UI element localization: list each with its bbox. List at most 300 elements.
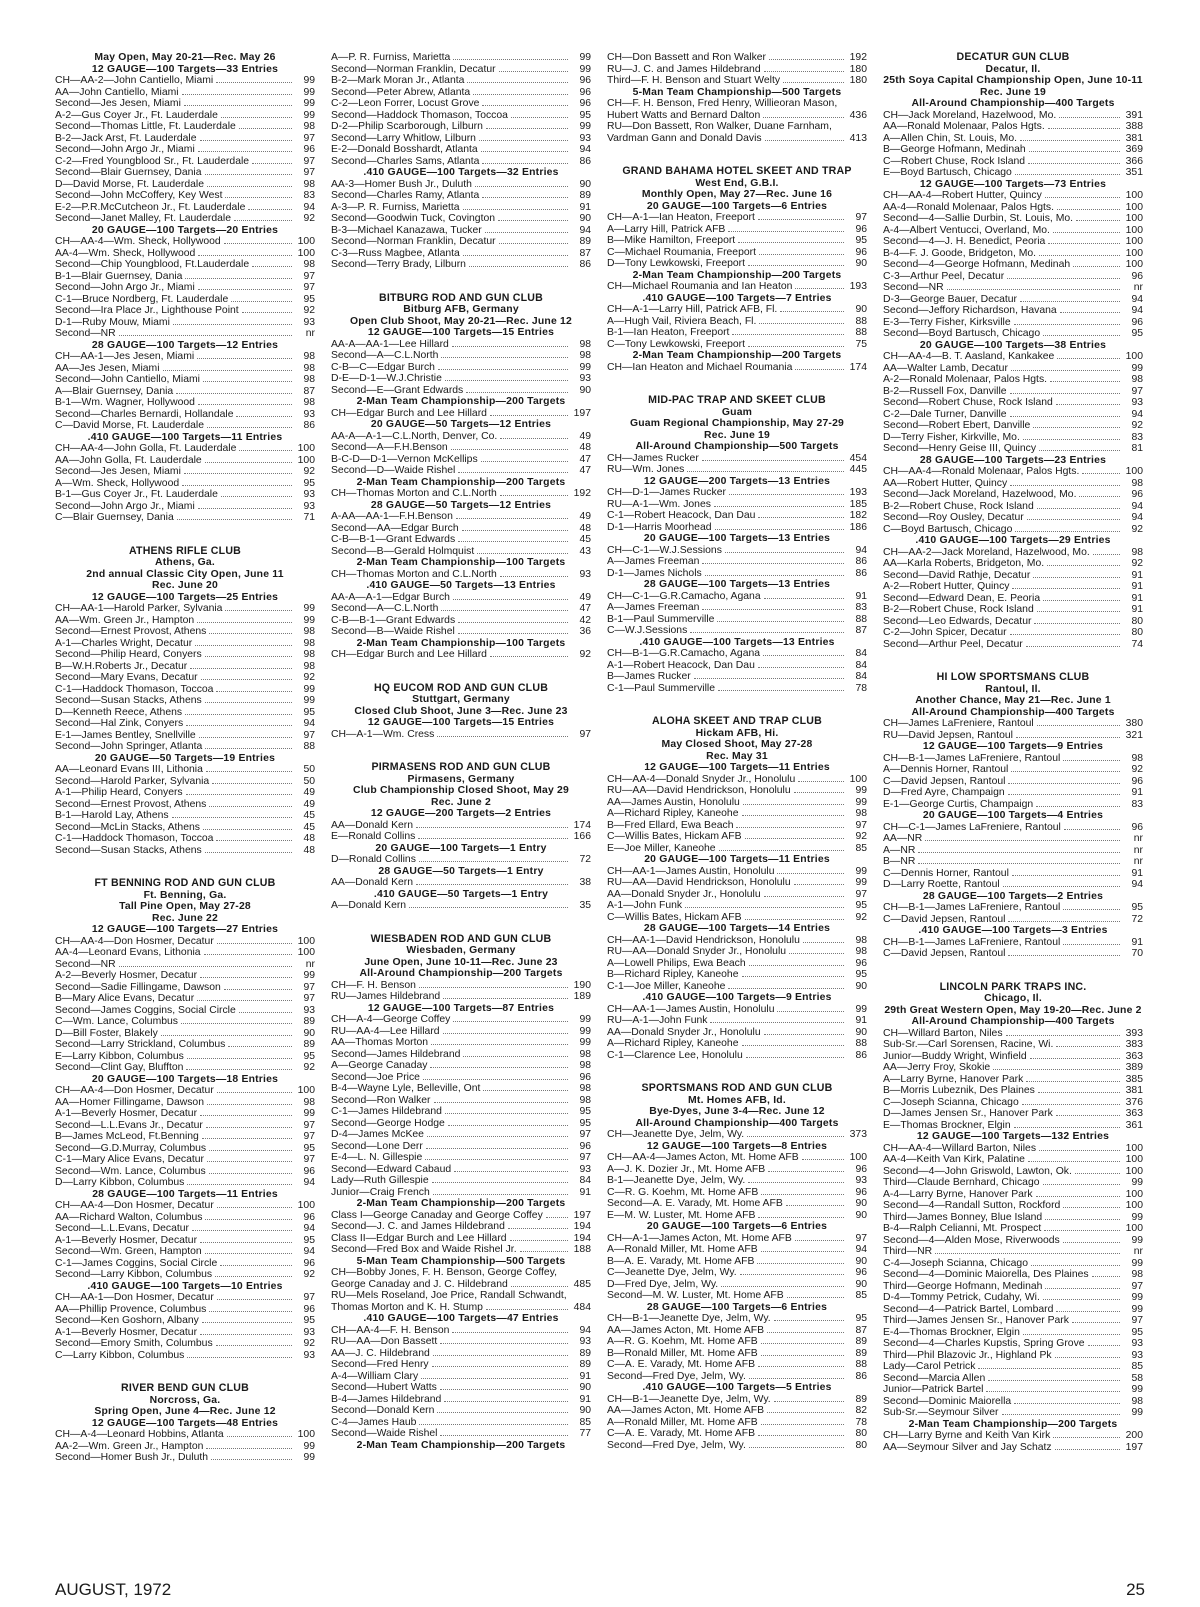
score: 49 xyxy=(303,787,315,798)
result-entry xyxy=(607,1267,867,1279)
score: 93 xyxy=(1131,1349,1143,1361)
result-entry xyxy=(607,866,867,878)
score: nr xyxy=(1133,833,1143,844)
result-entry xyxy=(55,615,315,627)
dot-leader xyxy=(426,1147,568,1149)
result-entry xyxy=(607,1359,867,1371)
shooter-name: CH—B-1—Jeanette Dye, Jelm, Wy. xyxy=(607,1393,771,1405)
result-entry xyxy=(883,1028,1143,1040)
dot-leader xyxy=(217,1206,292,1208)
shooter-name: CH—AA-4—James Acton, Mt. Home AFB xyxy=(607,1152,799,1163)
shooter-name: C—Dennis Horner, Rantoul xyxy=(883,867,1009,879)
score: 363 xyxy=(1125,1108,1143,1119)
score: 80 xyxy=(855,1428,867,1439)
dot-leader xyxy=(499,242,568,244)
shooter-name: Third—James Bonney, Blue Island xyxy=(883,1211,1043,1223)
dot-leader xyxy=(187,1057,292,1059)
shooter-name: B—NR xyxy=(883,856,916,867)
dot-leader xyxy=(1016,736,1120,738)
result-entry xyxy=(331,362,591,374)
score: 99 xyxy=(579,1014,591,1025)
dot-leader xyxy=(1053,231,1120,233)
result-entry xyxy=(55,455,315,467)
shooter-name: Second—Leo Edwards, Decatur xyxy=(883,615,1032,627)
dot-leader xyxy=(438,368,568,370)
score: 47 xyxy=(579,453,591,465)
score: 50 xyxy=(303,764,315,775)
shooter-name: CH—AA-4—Ronald Molenaar, Palos Hgts. xyxy=(883,466,1080,477)
score: 96 xyxy=(303,1303,315,1315)
result-entry xyxy=(331,1083,591,1095)
result-entry xyxy=(55,741,315,753)
shooter-name: RU—AA—Donald Snyder Jr., Honolulu xyxy=(607,946,787,957)
dot-leader xyxy=(239,127,292,129)
dot-leader xyxy=(1007,277,1120,279)
dot-leader xyxy=(479,139,568,141)
dot-leader xyxy=(1045,196,1120,198)
score: 98 xyxy=(303,374,315,385)
score: 91 xyxy=(579,1186,591,1198)
shooter-name: Second—A—C.L.North xyxy=(331,350,439,361)
score: 97 xyxy=(1131,1280,1143,1292)
score: 83 xyxy=(1131,798,1143,810)
shooter-name: Second—4—George Hofmann, Medinah xyxy=(883,259,1071,270)
shooter-name: AA—Karla Roberts, Bridgeton, Mo. xyxy=(883,558,1045,569)
event-heading: Guam xyxy=(721,406,753,418)
shooter-name: RU—AA-4—Lee Hillard xyxy=(331,1025,440,1037)
score: 100 xyxy=(1125,190,1143,201)
result-entry xyxy=(55,443,315,455)
score: 94 xyxy=(579,144,591,155)
score: 96 xyxy=(1131,316,1143,328)
result-entry xyxy=(883,1166,1143,1178)
shooter-name: A-1—Beverly Hosmer, Decatur xyxy=(55,1234,198,1246)
dot-leader xyxy=(433,1193,568,1195)
dot-leader xyxy=(1037,724,1120,726)
score: 87 xyxy=(303,385,315,397)
result-entry xyxy=(883,167,1143,179)
result-entry xyxy=(607,545,867,557)
result-entry xyxy=(331,831,591,843)
shooter-name: Second—Thomas Little, Ft. Lauderdale xyxy=(55,121,236,132)
score: 49 xyxy=(579,511,591,522)
shooter-name: Second—Susan Stacks, Athens xyxy=(55,695,202,706)
result-entry xyxy=(331,179,591,191)
dot-leader xyxy=(1060,311,1120,313)
dot-leader xyxy=(197,999,292,1001)
dot-leader xyxy=(710,1021,844,1023)
shooter-name: AA-2—Wm. Green Jr., Hampton xyxy=(55,1440,204,1452)
result-entry xyxy=(55,936,315,948)
dot-leader xyxy=(759,322,844,324)
dot-leader xyxy=(798,780,844,782)
shooter-name: Second—D—Waide Rishel xyxy=(331,465,456,476)
dot-leader xyxy=(993,1068,1120,1070)
score: 100 xyxy=(297,454,315,466)
shooter-name: Second—NR xyxy=(55,328,116,339)
shooter-name: AA—J. C. Hildebrand xyxy=(331,1347,430,1359)
club-title: WIESBADEN ROD AND GUN CLUB xyxy=(370,932,552,945)
shooter-name: E-1—James Bentley, Snellville xyxy=(55,729,196,741)
score: 389 xyxy=(1125,1062,1143,1073)
event-heading: .410 GAUGE—100 Targets—32 Entries xyxy=(363,167,559,178)
shooter-name: A—Ronald Miller, Mt. Home AFB xyxy=(607,1244,758,1255)
score: 100 xyxy=(297,236,315,247)
shooter-name: Second—Robert Ebert, Danville xyxy=(883,420,1031,431)
event-heading: All-Around Championship—400 Targets xyxy=(911,98,1115,109)
club-title: LINCOLN PARK TRAPS INC. xyxy=(939,980,1087,993)
result-entry xyxy=(55,1292,315,1304)
event-heading: 20 GAUGE—100 Targets—4 Entries xyxy=(922,810,1104,821)
result-entry xyxy=(883,1154,1143,1166)
dot-leader xyxy=(1037,610,1120,612)
score: 92 xyxy=(855,831,867,842)
score: 99 xyxy=(579,52,591,63)
club-results-section xyxy=(607,1083,867,1451)
dot-leader xyxy=(458,621,568,623)
score: 97 xyxy=(855,1232,867,1244)
result-entry xyxy=(883,547,1143,559)
score: nr xyxy=(305,958,315,970)
shooter-name: CH—AA-4—Don Hosmer, Decatur xyxy=(55,1085,214,1096)
shooter-name: AA—Donald Snyder Jr., Honolulu xyxy=(607,1026,761,1038)
score: 86 xyxy=(579,259,591,270)
score: 95 xyxy=(579,109,591,121)
score: 197 xyxy=(1125,1441,1143,1453)
shooter-name: RU—Wm. Jones xyxy=(607,464,685,475)
result-entry xyxy=(607,235,867,247)
result-entry xyxy=(607,487,867,499)
dot-leader xyxy=(206,770,292,772)
score: 192 xyxy=(849,52,867,63)
shooter-name: C—Wm. Lance, Columbus xyxy=(55,1016,178,1027)
score: 100 xyxy=(1125,1188,1143,1200)
dot-leader xyxy=(437,735,568,737)
result-entry xyxy=(883,282,1143,294)
club-results-section xyxy=(607,716,867,1061)
dot-leader xyxy=(714,505,844,507)
result-entry xyxy=(331,820,591,832)
result-entry xyxy=(883,1223,1143,1235)
shooter-name: Second—L.L.Evans, Decatur xyxy=(55,1223,189,1234)
shooter-name: D-4—James McKee xyxy=(331,1129,424,1140)
club-results-section xyxy=(883,52,1143,650)
result-entry xyxy=(55,1327,315,1339)
dot-leader xyxy=(182,93,292,95)
result-entry xyxy=(55,236,315,248)
shooter-name: AA-4—Keith Van Kirk, Palatine xyxy=(883,1154,1025,1165)
score: 95 xyxy=(855,900,867,911)
dot-leader xyxy=(748,264,844,266)
shooter-name: CH—Jack Moreland, Hazelwood, Mo. xyxy=(883,109,1057,121)
score: 194 xyxy=(573,1232,591,1244)
result-entry xyxy=(883,1281,1143,1293)
dot-leader xyxy=(777,1010,844,1012)
shooter-name: CH—AA-4—F. H. Benson xyxy=(331,1324,450,1336)
dot-leader xyxy=(423,1078,568,1080)
score: 166 xyxy=(573,831,591,842)
shooter-name: CH—AA-4—Don Hosmer, Decatur xyxy=(55,1200,214,1211)
shooter-name: A—Larry Byrne, Hanover Park xyxy=(883,1073,1024,1085)
dot-leader xyxy=(742,975,845,977)
score: 99 xyxy=(579,121,591,132)
score: 100 xyxy=(297,1085,315,1096)
dot-leader xyxy=(185,277,292,279)
score: 90 xyxy=(579,384,591,396)
result-entry xyxy=(883,190,1143,202)
shooter-name: AA—Jes Jesen, Miami xyxy=(55,362,160,374)
result-entry xyxy=(883,902,1143,914)
shooter-name: Second—Goodwin Tuck, Covington xyxy=(331,213,496,224)
dot-leader xyxy=(742,814,845,816)
result-entry xyxy=(607,981,867,993)
result-entry xyxy=(55,1350,315,1362)
shooter-name: Class I—George Canaday and George Coffey xyxy=(331,1209,543,1221)
score: 445 xyxy=(849,464,867,475)
result-entry xyxy=(883,1269,1143,1281)
event-heading: All-Around Championship—400 Targets xyxy=(635,1117,839,1129)
score: 98 xyxy=(303,1096,315,1108)
result-entry xyxy=(883,1373,1143,1385)
score: 95 xyxy=(1131,902,1143,913)
result-entry xyxy=(607,946,867,958)
score: 93 xyxy=(1131,1338,1143,1349)
score: 192 xyxy=(573,488,591,499)
dot-leader xyxy=(718,689,844,691)
shooter-name: Second—Harold Parker, Sylvania xyxy=(55,775,210,787)
shooter-name: Second—Norman Franklin, Decatur xyxy=(331,236,496,247)
shooter-name: CH—AA-1—Don Hosmer, Decatur xyxy=(55,1292,214,1303)
dot-leader xyxy=(228,1045,292,1047)
shooter-name: B-C-D—D-1—Vernon McKellips xyxy=(331,453,478,465)
dot-leader xyxy=(217,1298,292,1300)
result-entry xyxy=(883,1085,1143,1097)
dot-leader xyxy=(978,1367,1120,1369)
result-entry xyxy=(883,202,1143,214)
dot-leader xyxy=(687,470,844,472)
score: nr xyxy=(1133,1246,1143,1257)
result-entry xyxy=(331,991,591,1003)
result-entry xyxy=(883,1338,1143,1350)
shooter-name: Second—John Argo Jr., Miami xyxy=(55,144,195,155)
result-entry xyxy=(607,1440,867,1452)
shooter-name: B—Fred Ellard, Ewa Beach xyxy=(607,819,734,831)
score: 84 xyxy=(855,648,867,659)
score: 91 xyxy=(579,1393,591,1405)
event-heading: 12 GAUGE—100 Targets—11 Entries xyxy=(644,762,830,773)
shooter-name: CH—James Rucker xyxy=(607,452,699,464)
result-entry xyxy=(331,1141,591,1153)
score: 90 xyxy=(855,1198,867,1209)
dot-leader xyxy=(1002,1413,1121,1415)
event-heading: West End, G.B.I. xyxy=(695,177,779,189)
dot-leader xyxy=(1030,1057,1120,1059)
result-entry xyxy=(55,970,315,982)
result-entry xyxy=(607,1198,867,1210)
dot-leader xyxy=(451,448,568,450)
dot-leader xyxy=(252,162,292,164)
score: 99 xyxy=(303,98,315,109)
result-entry xyxy=(883,236,1143,248)
score: 99 xyxy=(303,109,315,121)
shooter-name: Second—J. C. and James Hildebrand xyxy=(331,1221,505,1232)
dot-leader xyxy=(252,265,292,267)
dot-leader xyxy=(197,357,292,359)
result-entry xyxy=(607,671,867,683)
result-entry xyxy=(607,797,867,809)
score: 89 xyxy=(855,1336,867,1347)
score: 82 xyxy=(855,1405,867,1416)
shooter-name: Second—Donald Kern xyxy=(331,1405,435,1416)
shooter-name: B-2—Robert Chuse, Rock Island xyxy=(883,500,1034,512)
dot-leader xyxy=(416,826,568,828)
dot-leader xyxy=(209,632,292,634)
shooter-name: Second—Lone Derr xyxy=(331,1140,423,1152)
dot-leader xyxy=(177,518,292,520)
event-heading: Spring Open, June 4—Rec. June 12 xyxy=(94,1406,276,1417)
result-entry xyxy=(331,546,591,558)
score: 98 xyxy=(303,660,315,672)
score: 186 xyxy=(849,521,867,533)
shooter-name: Second—Terry Brady, Lilburn xyxy=(331,259,466,270)
club-results-section xyxy=(331,762,591,912)
shooter-name: B-4—F. J. Goode, Bridgeton, Mo. xyxy=(883,247,1037,259)
result-entry xyxy=(883,432,1143,444)
shooter-name: AA-4—Leonard Evans, Lithonia xyxy=(55,947,201,958)
score: 97 xyxy=(303,167,315,178)
dot-leader xyxy=(482,104,568,106)
dot-leader xyxy=(433,1354,568,1356)
shooter-name: B-1—Ian Heaton, Freeport xyxy=(607,327,730,338)
shooter-name: Second—Fred Dye, Jelm, Wy. xyxy=(607,1439,746,1451)
dot-leader xyxy=(200,1241,292,1243)
dot-leader xyxy=(761,1193,844,1195)
shooter-name: Second—Homer Bush Jr., Duluth xyxy=(55,1452,209,1463)
dot-leader xyxy=(490,655,568,657)
result-entry xyxy=(883,868,1143,880)
score: 99 xyxy=(1131,1303,1143,1315)
score: 96 xyxy=(855,1186,867,1198)
result-entry xyxy=(883,501,1143,513)
dot-leader xyxy=(736,826,844,828)
dot-leader xyxy=(1010,415,1120,417)
dot-leader xyxy=(434,1101,568,1103)
dot-leader xyxy=(511,1285,568,1287)
score: 94 xyxy=(579,1324,591,1336)
score: 92 xyxy=(1131,558,1143,569)
score: 385 xyxy=(1125,1073,1143,1085)
dot-leader xyxy=(1008,793,1120,795)
column-1 xyxy=(55,52,315,1486)
shooter-name: E-4—Thomas Brockner, Elgin xyxy=(883,1326,1020,1338)
dot-leader xyxy=(702,608,844,610)
event-heading: .410 GAUGE—100 Targets—7 Entries xyxy=(642,292,832,304)
score: 95 xyxy=(303,477,315,489)
dot-leader xyxy=(209,805,292,807)
shooter-name: CH—F. H. Benson xyxy=(331,979,416,991)
result-entry xyxy=(883,718,1143,730)
score: 100 xyxy=(1125,247,1143,259)
result-entry xyxy=(55,1154,315,1166)
result-entry xyxy=(883,110,1143,122)
score: 80 xyxy=(855,1439,867,1451)
dot-leader xyxy=(1045,1218,1120,1220)
shooter-name: AA-4—Wm. Sheck, Hollywood xyxy=(55,247,196,259)
score: 99 xyxy=(855,865,867,877)
score: 100 xyxy=(1125,236,1143,247)
shooter-name: B-1—Blair Guernsey, Dania xyxy=(55,270,183,282)
dot-leader xyxy=(475,185,568,187)
score: 94 xyxy=(1131,293,1143,305)
dot-leader xyxy=(453,598,568,600)
score: 87 xyxy=(855,1324,867,1336)
score: 383 xyxy=(1125,1039,1143,1050)
dot-leader xyxy=(1044,1229,1120,1231)
score: 84 xyxy=(855,659,867,671)
result-entry xyxy=(55,1212,315,1224)
shooter-name: AA—Donald Kern xyxy=(331,819,414,831)
dot-leader xyxy=(207,1160,292,1162)
score: 38 xyxy=(579,877,591,888)
score: 100 xyxy=(1125,1142,1143,1154)
event-heading: 12 GAUGE—100 Targets—73 Entries xyxy=(919,178,1107,190)
score: 83 xyxy=(855,602,867,613)
dot-leader xyxy=(783,81,844,83)
shooter-name: CH—A-1—James Acton, Mt. Home AFB xyxy=(607,1232,792,1244)
result-entry xyxy=(55,87,315,99)
result-entry xyxy=(55,1143,315,1155)
score: 99 xyxy=(1131,1177,1143,1188)
result-entry xyxy=(55,1085,315,1097)
shooter-name: CH—A-4—Leonard Hobbins, Atlanta xyxy=(55,1429,224,1440)
result-entry xyxy=(607,602,867,614)
dot-leader xyxy=(935,1252,1120,1254)
event-heading: Pirmasens, Germany xyxy=(407,773,515,785)
result-entry xyxy=(607,1187,867,1199)
score: 91 xyxy=(1131,867,1143,879)
score: 100 xyxy=(849,773,867,785)
event-heading: Rantoul, Il. xyxy=(985,683,1041,695)
event-heading: All-Around Championship—400 Targets xyxy=(911,706,1115,718)
shooter-name: Second—James Hildebrand xyxy=(331,1048,461,1060)
score: 97 xyxy=(303,155,315,167)
score: 97 xyxy=(303,981,315,993)
result-entry xyxy=(55,1131,315,1143)
score: 91 xyxy=(855,1015,867,1026)
club-results-section xyxy=(607,166,867,373)
score: 99 xyxy=(303,1108,315,1119)
score: 485 xyxy=(573,1278,591,1290)
result-entry xyxy=(55,799,315,811)
result-entry xyxy=(331,488,591,500)
event-heading: 28 GAUGE—100 Targets—2 Entries xyxy=(922,890,1104,902)
result-entry xyxy=(55,110,315,122)
score: 95 xyxy=(303,1234,315,1246)
dot-leader xyxy=(1037,507,1120,509)
result-entry xyxy=(331,854,591,866)
shooter-name: Second—4—J. H. Benedict, Peoria xyxy=(883,236,1046,247)
score: 83 xyxy=(1131,431,1143,443)
shooter-name: C—David Jepsen, Rantoul xyxy=(883,913,1006,925)
result-entry xyxy=(331,339,591,351)
dot-leader xyxy=(427,1135,568,1137)
shooter-name: C—Boyd Bartusch, Chicago xyxy=(883,523,1013,535)
result-entry xyxy=(55,294,315,306)
score: 89 xyxy=(303,1039,315,1050)
dot-leader xyxy=(463,254,568,256)
dot-leader xyxy=(482,196,568,198)
shooter-name: C-1—James Hildebrand xyxy=(331,1106,442,1117)
